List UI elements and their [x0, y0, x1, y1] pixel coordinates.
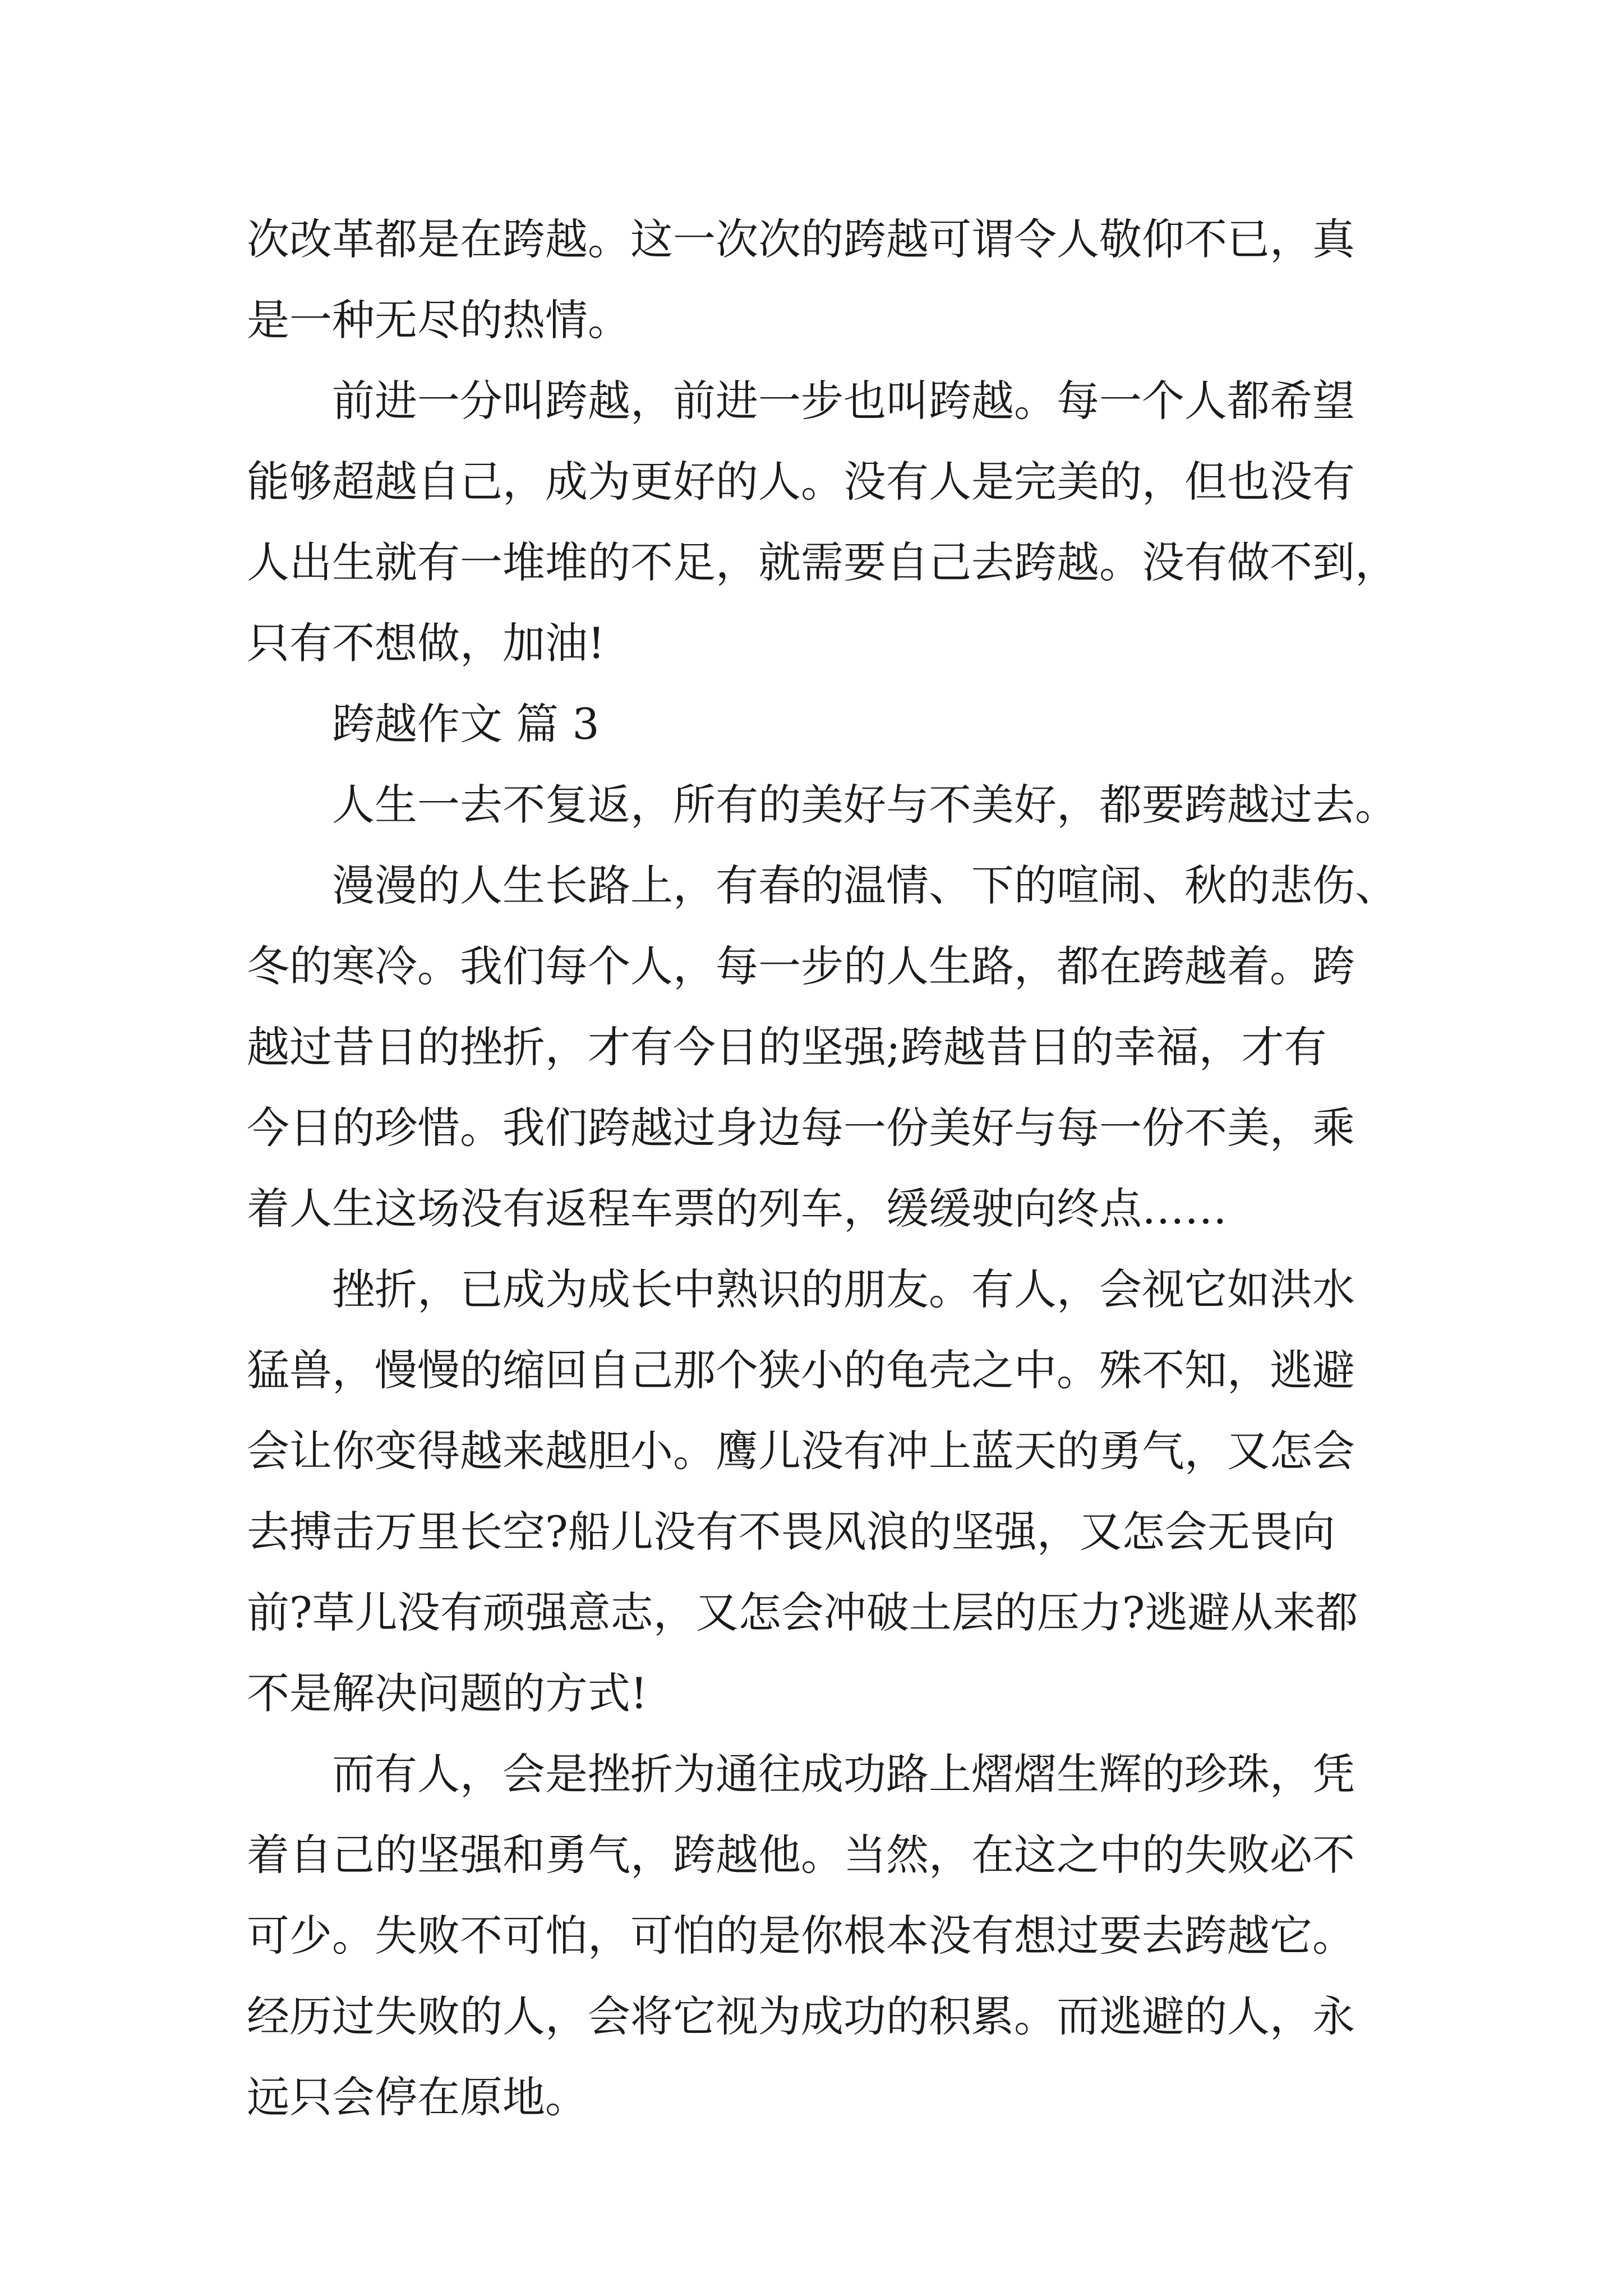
paragraph-line: 前?草儿没有顽强意志，又怎会冲破土层的压力?逃避从来都	[247, 1588, 1358, 1637]
paragraph-line: 冬的寒冷。我们每个人，每一步的人生路，都在跨越着。跨	[247, 941, 1355, 991]
paragraph-line: 经历过失败的人，会将它视为成功的积累。而逃避的人，永	[247, 1991, 1355, 2041]
essay-body	[247, 199, 1398, 2138]
paragraph-first-line: 跨越作文 篇 3	[332, 699, 600, 749]
paragraph-line: 不是解决问题的方式!	[247, 1668, 648, 1718]
paragraph-line: 着人生这场没有返程车票的列车，缓缓驶向终点……	[247, 1184, 1227, 1234]
paragraph-first-line: 前进一分叫跨越，前进一步也叫跨越。每一个人都希望	[332, 376, 1355, 426]
paragraph-line: 次改革都是在跨越。这一次次的跨越可谓令人敬仰不已，真	[247, 214, 1355, 264]
paragraph-line: 只有不想做，加油!	[247, 618, 605, 668]
paragraph-line: 远只会停在原地。	[247, 2072, 588, 2122]
paragraph-line: 会让你变得越来越胆小。鹰儿没有冲上蓝天的勇气，又怎会	[247, 1426, 1355, 1476]
paragraph-first-line: 挫折，已成为成长中熟识的朋友。有人，会视它如洪水	[332, 1264, 1355, 1314]
paragraph-line: 着自己的坚强和勇气，跨越他。当然，在这之中的失败必不	[247, 1830, 1355, 1880]
paragraph-line: 能够超越自己，成为更好的人。没有人是完美的，但也没有	[247, 457, 1355, 507]
paragraph-line: 今日的珍惜。我们跨越过身边每一份美好与每一份不美，乘	[247, 1103, 1355, 1153]
paragraph-line: 越过昔日的挫折，才有今日的坚强;跨越昔日的幸福，才有	[247, 1022, 1327, 1072]
paragraph-line: 猛兽，慢慢的缩回自己那个狭小的龟壳之中。殊不知，逃避	[247, 1345, 1355, 1395]
paragraph-first-line: 漫漫的人生长路上，有春的温情、下的喧闹、秋的悲伤、	[332, 861, 1398, 910]
paragraph-line: 是一种无尽的热情。	[247, 295, 630, 345]
paragraph-first-line: 而有人，会是挫折为通往成功路上熠熠生辉的珍珠，凭	[332, 1749, 1355, 1799]
paragraph-line: 去搏击万里长空?船儿没有不畏风浪的坚强，又怎会无畏向	[247, 1507, 1335, 1557]
paragraph-first-line: 人生一去不复返，所有的美好与不美好，都要跨越过去。	[332, 780, 1398, 830]
paragraph-line: 人出生就有一堆堆的不足，就需要自己去跨越。没有做不到，	[247, 537, 1398, 587]
paragraph-line: 可少。失败不可怕，可怕的是你根本没有想过要去跨越它。	[247, 1911, 1355, 1961]
